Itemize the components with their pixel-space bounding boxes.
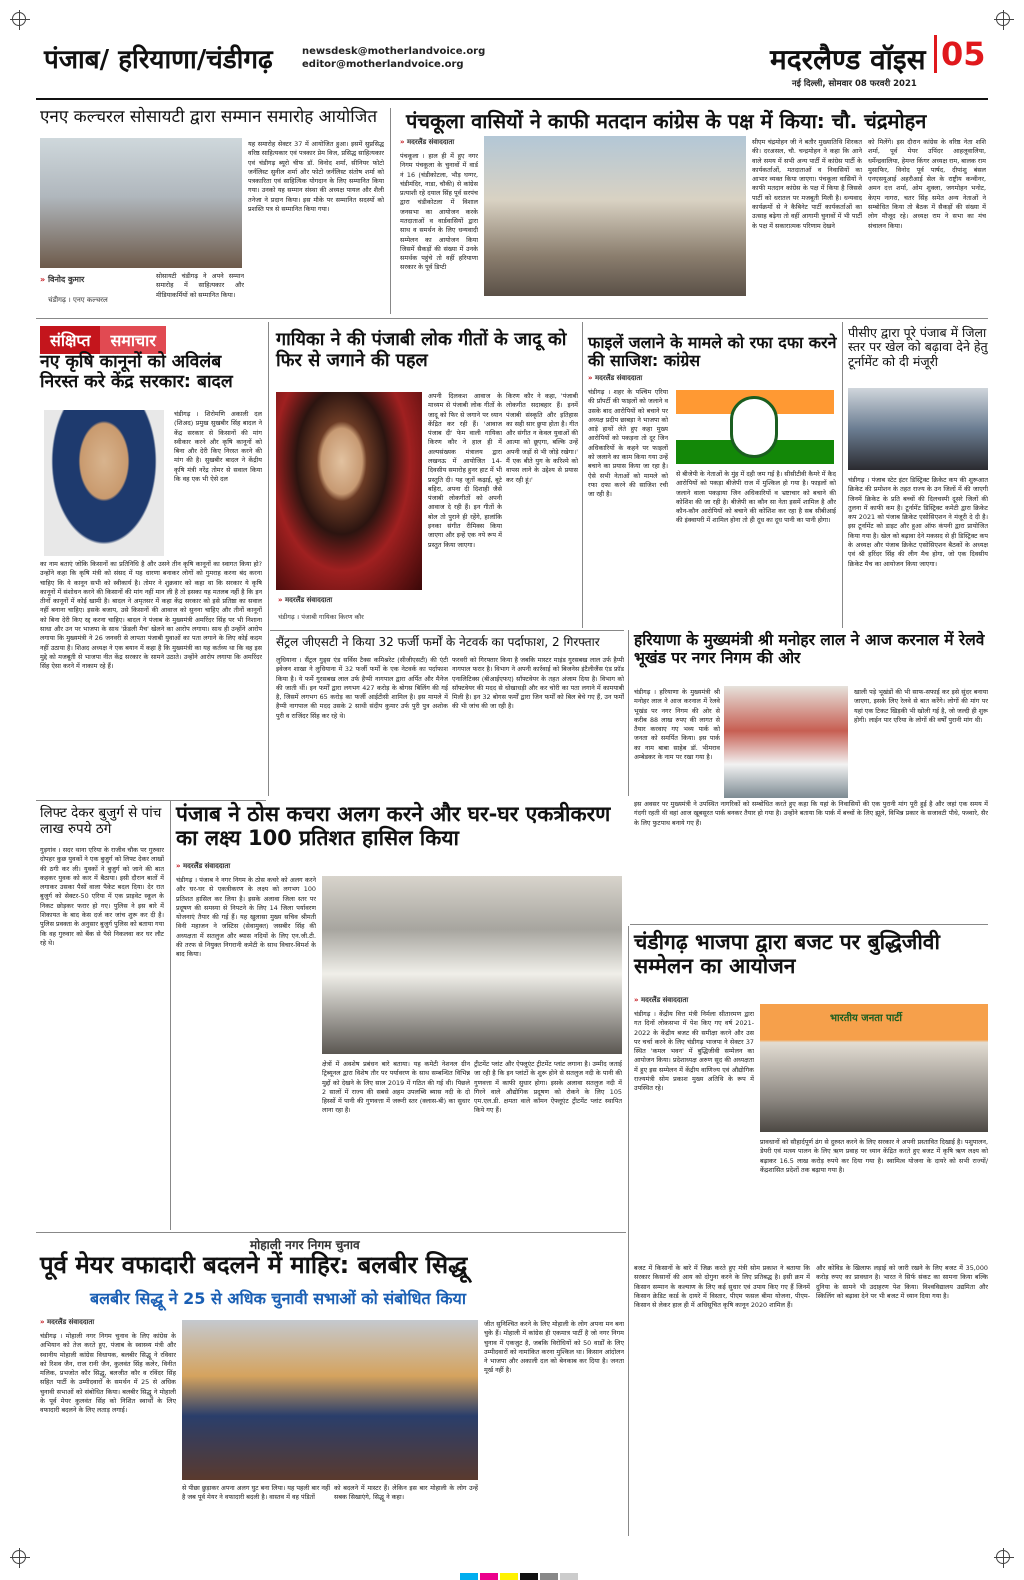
a9-photo [322, 876, 622, 1054]
divider [170, 800, 171, 1230]
a10-headline: चंडीगढ़ भाजपा द्वारा बजट पर बुद्धिजीवी सम्मेलन का आयोजन [634, 930, 940, 979]
a1-byline: » विनोद कुमार [40, 274, 84, 285]
a2-photo [484, 136, 746, 296]
a11-body-2: जीत सुनिश्चित करने के लिए मोहाली के लोग अपना मन बना चुके हैं। मोहाली में कांग्रेस ही एकमात्र पार्टी है जो नगर निगम चुनाव में एकजुट है, जबकि विरोधियों को 50 वार्डों के लिए उम्मीदवारों को नामांकित करना मुश्किल था। किसान आंदोलन ने भाजपा और अकाली दल को बेनकाब कर दिया है। जनता मूर्ख नहीं है। [484, 1320, 624, 1375]
newspaper-brand: मदरलैण्ड वॉइस [770, 43, 926, 76]
divider [36, 318, 988, 319]
a4-body: चंडीगढ़ । शहर के पश्चिम एरिया की प्रॉपर्टी की फाइलों को जलाने व उसके बाद आरोपियों को बचाने पर अध्यक्ष प्रदीप छाबड़ा ने भाजपा को आड़े हाथों लेते हुए कहा मुख्य आरोपियों को पकड़ना तो दूर जिन अधिकारियों के कहने पर फाइलों को जलाने का काम किया गया उन्हें बचाने का प्रयास किया जा रहा है। ऐसे सभी नेताओं को मामले को रफा दफा करने की साजिश रची जा रही है। [588, 388, 668, 499]
a11-byline: » मदरलैंड संवाददाता [40, 1318, 94, 1327]
a2-body-2: सीएम चंद्रमोहन जी ने बतौर मुख्यातिथि शिरकत की। दरअसल, चौ. चन्द्रमोहन ने कहा कि आने वाले समय में सभी अन्य पार्टी में कांग्रेस पार्टी के कार्यकर्ताओं, मतदाताओं व निवासियों का आभार व्यक्त किया जाएगा। पंचकूला वासियों ने काफी मतदान कांग्रेस के पक्ष में किया है जिससे पार्टी को धरातल पर मजबूती मिली है। धन्यवाद कार्यक्रमों से ने कैबिनेट पार्टी कार्यकर्ताओं का उत्साह बढ़ेगा तो वहीं आगामी चुनावों में भी पार्टी के पक्ष में सकारात्मक परिणाम देखने [752, 138, 862, 230]
a6-headline: सैंट्रल जीएसटी ने किया 32 फर्जी फर्मों के नेटवर्क का पर्दाफाश, 2 गिरफ्तार [276, 635, 600, 649]
a10-byline: » मदरलैंड संवाददाता [634, 996, 688, 1005]
a8-body: गुड़गांव । सदर थाना एरिया के राजीव चौक पर गुरुवार दोपहर कुछ युवकों ने एक बुजुर्ग को लिफ्ट देकर लाखों की ठगी कर ली। युवकों ने बुजुर्ग को जाने की बात कहकर युवक को कार में बैठाया। इसी दौरान बातों में लगाकर उसका पैसों वाला पैकेट बदल दिया। देर रात बुजुर्ग को सेक्टर-50 एरिया में एक प्राइवेट स्कूल के निकट छोड़कर फरार हो गए। पुलिस ने इस बारे में शिकायत के बाद केस दर्ज कर जांच शुरू कर दी है। पुलिस प्रवक्ता के अनुसार बुजुर्ग पुलिस को बताया गया कि वह गुरुवार को बैंक से पैसे निकलवा कर घर लौट रहे थे। [40, 846, 164, 947]
a3-body: अपनी दिलकश आवाज के माध्यम से पंजाबी लोक गीतों के जादू को फिर से जगाने पर ध्यान केंद्रित कर रही हैं। 'आवाज पंजाब दी' फेम वाली गायिका किरण कौर ने हाल ही में अल्पसंख्यक मंत्रालय द्वारा लखनऊ में आयोजित 14-दिवसीय समारोह हुनर हाट में भी प्रस्तुति दी। यह जूतों कढ़ाई, बूटे बहिरा, अपना दी दिशाही जैसे पंजाबी लोकगीतों को अपनी आवाज दे रही हैं। इन गीतों के बोल तो पुराने ही रहेंगे, हालांकि इनका संगीत रीमिक्स किया जाएगा और इन्हें एक नये रूप में प्रस्तुत किया जाएगा। [428, 392, 502, 549]
a1-headline: एनए कल्चरल सोसायटी द्वारा सम्मान समारोह आयोजित [40, 107, 378, 127]
a8-headline: लिफ्ट देकर बुजुर्ग से पांच लाख रुपये ठगे [40, 805, 162, 837]
singer-photo [276, 392, 422, 590]
section-badge [40, 326, 166, 354]
sankshipt-body: चंडीगढ़ । शिरोमणि अकाली दल (शिअद) प्रमुख सुखबीर सिंह बादल ने केंद्र सरकार से किसानों की मांग स्वीकार करने और कृषि कानूनों को बिना और देरी किए निरस्त करने की मांग की है। सुखबीर बादल ने केंद्रीय कृषि मंत्री नरेंद्र तोमर से सवाल किया कि वह एक भी ऐसे दल [174, 410, 262, 483]
a7-body: चंडीगढ़ । हरियाणा के मुख्यमंत्री श्री मनोहर लाल ने आज करनाल में रेलवे भूखंड पर नगर निगम की ओर से करीब 88 लाख रुपए की लागत से तैयार करवाए गए भव्य पार्क को जनता को समर्पित किया। इस पार्क का नाम बाबा साहेब डॉ. भीमराव अम्बेडकर के नाम पर रखा गया है। [634, 688, 720, 761]
registration-mark-bottom-left [12, 1550, 26, 1564]
a4-body-continued: से बीजेपी के नेताओं के मुंह में दही जम गई है। सीसीटीवी कैमरे में कैद आरोपियों को पकड़ा बीजेपी राज में मुश्किल हो गया है। फाइलों को जलाने वाला पकड़ाया जिन अधिकारियों व भ्रष्टाचार को बचाने की कोशिश की जा रही है। बीजेपी का कौन सा नेता इसमें शामिल है और कौन-कौन आरोपियों को बचाने की कोशिश कर रहा है सब सीबीआई की इंक्वायरी में शामिल होना तो ही दूध का दूध पानी का पानी होगा। [676, 470, 836, 525]
a3-byline: » मदरलैंड संवाददाता [278, 596, 332, 605]
a5-headline: पीसीए द्वारा पूरे पंजाब में जिला स्तर पर खेल को बढ़ावा देने हेतु टूर्नामेंट को दी मंजूरी [848, 325, 988, 369]
a7-body-3: इस अवसर पर मुख्यमंत्री ने उपस्थित नागरिकों को सम्बोधित करते हुए कहा कि यहां के निवासियों की एक पुरानी मांग पूरी हुई है और जहां एक समय में गंदगी रहती थी वहां आज खूबसूरत पार्क बनकर तैयार हो गया है। उन्होंने बताया कि पार्क में बच्चों के लिए झूले, विभिन्न प्रकार के सजावटी पौधे, फव्वारे, सैर के लिए फुटपाथ बनाये गए हैं। [634, 800, 988, 827]
contact-emails [302, 45, 485, 71]
a11-caption-left: से पीछा छुड़ाकर अपना अलग घुट बना लिया। यह पहली बार नहीं है जब पूर्व मेयर ने वफादारी बदली है। वास्तव में वह पंडितों [182, 1484, 330, 1502]
a11-subhead: बलबीर सिद्धू ने 25 से अधिक चुनावी सभाओं को संबोधित किया [90, 1289, 466, 1308]
a5-body: चंडीगढ़ । पंजाब स्टेट इंटर डिस्ट्रिक्ट क्रिकेट कप की शुरूआत क्रिकेट की प्रमोशन के तहत राज्य के उन जिलों में की जाएगी जिनमें क्रिकेट के प्रति बच्चों की दिलचस्पी दूसरे जिलों की तुलना में काफी कम है। टूर्नामेंट डिस्ट्रिक्ट कमेटी द्वारा क्रिकेट कप 2021 को पंजाब क्रिकेट एसोसिएशन ने मंजूरी दे दी है। इस टूर्नामेंट को डाइट और हुआ ऑफ कंपनी द्वारा प्रायोजित किया गया है। खेल को बढ़ावा देने मकसद से ही डिस्ट्रिक्ट कप के अध्यक्ष और पंजाब क्रिकेट एसोसिएशन बैठकों के अध्यक्ष एवं श्री हरिंदर सिंह की लीग मैच होगा, जो एक दिवसीय क्रिकेट मैच का आयोजन किया जाएगा। [848, 476, 988, 568]
a9-byline: » मदरलैंड संवाददाता [176, 862, 230, 871]
a7-headline: हरियाणा के मुख्यमंत्री श्री मनोहर लाल ने आज करनाल में रेलवे भूखंड पर नगर निगम की ओर [634, 631, 985, 667]
a9-body: चंडीगढ़ । पंजाब ने नगर निगम के ठोस कचरे को अलग करने और घर-घर से एकत्रीकरण के लक्ष्य को लगभग 100 प्रतिशत हासिल कर लिया है। इसके अलावा जिला स्तर पर प्रदूषण की समस्या से निपटने के लिए 14 जिला पर्यावरण योजनाएं तैयार की गई हैं। यह खुलासा मुख्य सचिव श्रीमती विनी महाजन ने जस्टिस (सेवामुक्त) जसबीर सिंह की अध्यक्षता में सतलुज और ब्यास नदियों के लिए एन.जी.टी. की तरफ से नियुक्त निगरानी कमेटी के साथ विचार-विमर्श के बाद किया। [176, 876, 316, 959]
a11-headline: पूर्व मेयर वफादारी बदलने में माहिर: बलबीर सिद्धू [40, 1251, 468, 1279]
a2-headline: पंचकूला वासियों ने काफी मतदान कांग्रेस के पक्ष में किया: चौ. चंद्रमोहन [406, 109, 927, 133]
color-calibration-bar [460, 1566, 580, 1580]
divider [628, 630, 629, 796]
registration-mark-top-right [996, 12, 1010, 26]
a11-kicker: मोहाली नगर निगम चुनाव [250, 1238, 360, 1252]
a1-caption: चंडीगढ़ । एनए कल्चरल [48, 296, 108, 304]
a11-body-3: बजट में किसानों के बारे में जिक्र करते हुए मंत्री सोम प्रकाश ने बताया कि सरकार किसानों की आय को दोगुना करने के लिए प्रतिबद्ध है। इसी क्रम में किसान सम्मान के कल्याण के लिए कई सुधार एवं उपाय किए गए हैं जिनमें किसान क्रेडिट कार्ड के दायरे में विस्तार, पीएम फसल बीमा योजना, पीएम-किसान से लेकर हाल ही में अधिसूचित कृषि कानून 2020 शामिल हैं। [634, 1264, 810, 1310]
a11-photo [182, 1320, 478, 1480]
a11-body-4: और कोविड के खिलाफ लड़ाई को जारी रखने के लिए बजट में 35,000 करोड़ रुपए का प्रावधान है। भारत ने सिर्फ संकट का सामना किया बल्कि दुनिया के सामने भी उदाहरण पेश किया। विश्वविद्यालय उद्यमिता और स्किलिंग को बढ़ावा देने पर भी बजट में ध्यान दिया गया है। [816, 1264, 988, 1300]
a11-caption-right: को बदलने में मास्टर हैं। लेकिन इस बार मोहाली के लोग उन्हें सबक सिखाएंगे, सिद्धू ने कहा। [334, 1484, 478, 1502]
divider [390, 108, 391, 314]
a11-body: चंडीगढ़ । मोहाली नगर निगम चुनाव के लिए कांग्रेस के अभियान को तेज करते हुए, पंजाब के स्वास्थ्य मंत्री और स्थानीय मोहाली कांग्रेस विधायक, बलबीर सिद्धू ने रविवार को रिशव जैन, राज रानी जैन, कुलवंत सिंह कलेर, विनीत मलिक, प्रभजोत कौर सिद्धू, बलजीत कौर व रविंदर सिंह सहित पार्टी के उम्मीदवारों के समर्थन में 25 से अधिक चुनावी सभाओं को संबोधित किया। बलबीर सिद्धू ने मोहाली के पूर्व मेयर कुलवंत सिंह को निशित स्वार्थों के लिए वफादारी बदलने के लिए लताड़ लगाई। [40, 1332, 176, 1415]
a10-body-2: प्रावधानों को सौहार्दपूर्ण ढंग से दुरुस्त करने के लिए सरकार ने अपनी प्रस्तावित दिखाई है। पशुपालन, डेयरी एवं मत्स्य पालन के लिए ऋण प्रवाह पर ध्यान केंद्रित करते हुए बजट में कृषि ऋण लक्ष्य को बढ़ाकर 16.5 लाख करोड़ रुपये कर दिया गया है। स्वामित्व योजना के दायरे को सभी राज्यों/केंद्रशासित प्रदेशों तक बढ़ाया गया है। [760, 1138, 988, 1174]
a5-photo [848, 388, 988, 470]
a3-caption: चंडीगढ़ । पंजाबी गायिका किरण कौर [278, 613, 364, 621]
divider [582, 322, 583, 628]
a10-photo [760, 1004, 988, 1132]
a2-body-3: को मिलेंगे। इस दौरान कांग्रेस के वरिष्ठ नेता शशि शर्मा, पूर्व मेयर उपिंदर आहलूवालिया, धर्मेन्द्रवालिया, हेमन्त किंगर अध्यक्ष राम, बालक राम मुसाफिर, विनोद पूर्व पार्षद, दीपांशु बंसल एनएसयूआई अहरौआई सेल के राष्ट्रीय कन्वीनर, अमन दत्त शर्मा, ओम शुक्ला, जगमोहन भनोट, केएम नागरा, चतर सिंह समेत अन्य नेताओं ने सम्बोधित किया तो बैठक में सैकड़ों की संख्या में लोग मौजूद रहे। अध्यक्ष राम ने सभा का मंच संचालन किया। [868, 138, 986, 230]
badal-photo [44, 410, 164, 556]
divider [36, 800, 266, 801]
a9-body-3: ट्रीटमेंट प्लांट और ऐफ्लूएंट ट्रीटमेंट प्लांट लगाना है। उम्मीद जताई जा रही है कि इन प्लांटों के शुरू होने से सतलुज नदी के पानी की गुणवत्ता में काफी सुधार होगा। इसके अलावा सतलुज नदी में गिरने वाले औद्योगिक प्रदूषण को रोकने के लिए 105 एम.एल.डी. क्षमता वाले कॉमन ऐफ्लूएंट ट्रीटमेंट प्लांट स्थापित किये गए हैं। [474, 1060, 622, 1115]
editor-email: editor@motherlandvoice.org [302, 59, 464, 70]
a7-photo [724, 686, 848, 798]
congress-logo [676, 390, 834, 464]
a3-headline: गायिका ने की पंजाबी लोक गीतों के जादू को फिर से जगाने की पहल [276, 329, 567, 371]
badge-sankshipt: संक्षिप्त [40, 326, 100, 354]
divider [842, 322, 843, 628]
a4-headline: फाइलें जलाने के मामले को रफा दफा करने की साजिश: कांग्रेस [588, 333, 837, 371]
badge-samachar: समाचार [100, 326, 165, 354]
registration-mark-bottom-right [996, 1550, 1010, 1564]
a2-body: पंचकूला । हाल ही में हुए नगर निगम पंचकूला के चुनावों में वार्ड नं 16 (चंडीकोटला, भौड़ घग्गर, चंडीमंदिर, नाडा, चौकी) से कांग्रेस प्रत्याशी रहे दयाल सिंह पूर्व सरपंच द्वारा चंडीकोटला में विशाल जनसभा का आयोजन करके मतदाताओं व वार्डवासियों द्वारा साथ व समर्थन के लिए धन्यवादी सम्मेलन का आयोजन किया जिसमें सैकड़ों की संख्या में उनके समर्थक पहुंचे तो वहीं हरियाणा सरकार के पूर्व डिप्टी [400, 152, 478, 272]
a6-body: लुधियाना । सैंट्रल गुड्स एंड सर्विस टैक्स कमिश्नरेट (सीजीएसटी) की एंटी इवेजन शाखा ने लुधियाना में 32 फर्जी फर्मों के एक नेटवर्क का पर्दाफाश किया है। ये फर्मे गुरसबख लाल उर्फ हैप्पी नागपाल द्वारा अर्पित और मैनेज की जाती थीं। इन फर्मों द्वारा लगभग 427 करोड़ के बोगस बिलिंग की गई है, जिसमें लगभग 65 करोड़ का फर्जी आईटीसी शामिल है। इस मामले में हैप्पी नागपाल की मदद उसके 2 साथी संदीप कुमार उर्फ पुरी पुत्र अशोक पुरी व राजिंदर सिंह कर रहे थे। [276, 656, 448, 720]
divider [270, 630, 624, 631]
a4-byline: » मदरलैंड संवाददाता [588, 374, 642, 383]
a1-body-continued: सोसायटी चंडीगढ़ ने अपने सम्मान समारोह में साहित्यकार और मीडियाकर्मियों को सम्मानित किया। [156, 272, 244, 299]
a9-headline: पंजाब ने ठोस कचरा अलग करने और घर-घर एकत्रीकरण का लक्ष्य 100 प्रतिशत हासिल किया [176, 802, 611, 851]
a1-body: यह समारोह सेक्टर 37 में आयोजित हुआ। इसमें सुप्रसिद्ध वरिष्ठ साहित्यकार एवं पत्रकार प्रेम विज, प्रसिद्ध साहित्यकार एवं चंडीगढ़ ब्यूरो चीफ डॉ. विनोद शर्मा, सीनियर फोटो जर्नलिस्ट सुनील शर्मा और फोटो जर्नलिस्ट संतोष शर्मा को पत्रकारिता एवं साहित्यिक योगदान के लिए सम्मानित किया गया। उनको यह सम्मान संस्था की अध्यक्ष पायल और शैली तनेजा ने प्रदान किया। इस मौके पर सम्मानित सदस्यों को प्रशस्ति पत्र से सम्मानित किया गया। [248, 140, 384, 213]
masthead-rule [36, 98, 988, 100]
sankshipt-headline: नए कृषि कानूनों को अविलंब निरस्त करे केंद्र सरकार: बादल [40, 352, 233, 393]
registration-mark-top-left [12, 12, 26, 26]
divider [628, 926, 629, 1536]
a7-body-2: खाली पड़े भूखंडों की भी साफ-सफाई कर इसे सुंदर बनाया जाएगा, इसके लिए रेलवे से बात करेंगे। लोगों की मांग पर यहां एक टिकट खिड़की भी खोली गई है, जो जल्दी ही शुरू होगी। लाईन पार एरिया के लोगों की वर्षों पुरानी मांग थी। [854, 688, 988, 724]
divider [268, 322, 269, 796]
hand-symbol-icon [730, 396, 778, 458]
a2-byline: » मदरलैंड संवाददाता [400, 138, 454, 147]
sankshipt-body-continued: का नाम बताएं जोकि किसानों का प्रतिनिधि है और उसने तीन कृषि कानूनों का स्वागत किया हो? उन्होंने कहा कि कृषि मंत्री को संसद में यह धारणा बनाकर लोगों को गुमराह करना बंद करना चाहिए कि ये कानून सभी को स्वीकार्य है। तोमर ने शुक्रवार को कहा था कि सरकार ये कृषि कानूनों में संशोधन करने की किसानों की मांग नहीं मान ली है तो इसका यह मतलब नहीं है कि इन तीनों कानूनों में कोई खामी है। बादल ने अमृतसर में कहा केंद्र सरकार को इसे प्रतिष्ठा का सवाल नहीं बनाना चाहिए। इसके बजाय, उसे किसानों की आवाज को सुनना चाहिए और तीनों कानूनों को बिना देरी किए रद्द करना चाहिए। बादल ने पंजाब के मुख्यमंत्री अमरिंदर सिंह पर भी निशाना साधा और उन पर भाजपा के साथ 'फ्रेंडली मैच' खेलने का आरोप लगाया। साथ ही उन्होंने आरोप लगाया कि मुख्यमंत्री ने 26 जनवरी से लापता पंजाबी युवाओं का पता लगाने के लिए कोई कदम नहीं उठाया है। शिअद अध्यक्ष ने एक बयान में कहा है कि मुख्यमंत्री का यह कर्तव्य था कि वह इस मुद्दे को मजबूती से भाजपा नीत केंद्र सरकार के सामने उठाते। उन्होंने आरोप लगाया कि अमरिंदर सिंह ऐसा करने में नाकाम रहे हैं। [40, 560, 262, 671]
a1-photo [40, 138, 242, 268]
section-title: पंजाब/ हरियाणा/चंडीगढ़ [44, 45, 273, 75]
a6-body-continued: फरवरी को गिरफ्तार किया है जबकि मास्टर माइंड गुरसबख लाल उर्फ हैप्पी नागपाल फरार है। विभाग ने अपनी कार्रवाई को बिजनेस इंटैलीजैंस एंड फ्रॉड एनालिटिक्स (बीआईएफए) सॉफ्टवेयर के तहत अंजाम दिया है। विभाग को सॉफ्टवेयर की मदद से धोखाधड़ी और कर चोरी का पता लगाने में कामयाबी मिली है। इन 32 बोगस फर्मों द्वारा जिन फर्मों को बिल बेचे गए हैं, उन फर्मों की भी जांच की जा रही है। [452, 656, 624, 711]
a3-body-continued: किरण कौर ने कहा, 'पंजाबी लोकगीत सदाबहार हैं। इनमें पंजाबी संस्कृति और इतिहास का सही सार छुपा होता है। गीत और संगीत न केवल युवाओं की आत्मा को छूएगा, बल्कि उन्हें अपनी जड़ों से भी जोड़े रखेगा।' मैं एक बीते युग के करिश्मे को वापस लाने के उद्देश्य से प्रयास कर रही हूं।' [506, 392, 578, 484]
divider [630, 924, 988, 925]
page-number: 05 [934, 35, 986, 73]
newsdesk-email: newsdesk@motherlandvoice.org [302, 46, 486, 57]
a9-body-2: क्षेत्रों में अवशेष प्रबंधन बारे बताया। यह कमेटी नेशनल ग्रीन ट्रिब्यूनल द्वारा विशेष तौर पर पर्यावरण के साथ सम्बन्धित विभिन्न मुद्दों को देखने के लिए साल 2019 में गठित की गई थी। पिछले 2 सालों में राज्य की सबसे अहम उपलब्धि ब्यास नदी के दो हिस्सों में पानी की गुणवत्ता में जरूरी स्तर (क्लास-बी) का सुधार लाना रहा है। [322, 1060, 470, 1115]
a10-body: चंडीगढ़ । केंद्रीय वित्त मंत्री निर्मला सीतारमण द्वारा गत दिनों लोकसभा में पेश किए गए वर्ष 2021-2022 के केंद्रीय बजट की समीक्षा करने और उस पर चर्चा करने के लिए चंडीगढ़ भाजपा ने सेक्टर 37 स्थित 'कमल भवन' में बुद्धिजीवी सम्मेलन का आयोजन किया। प्रदेशाध्यक्ष अरुण सूद की अध्यक्षता में हुए इस सम्मेलन में केंद्रीय वाणिज्य एवं औद्योगिक राज्यमंत्री सोम प्रकाश मुख्य अतिथि के रूप में उपस्थित रहे। [634, 1010, 754, 1093]
bjp-banner-text: भारतीय जनता पार्टी [830, 1013, 902, 1024]
divider [36, 1232, 626, 1233]
issue-date: नई दिल्ली, सोमवार 08 फरवरी 2021 [792, 79, 917, 89]
